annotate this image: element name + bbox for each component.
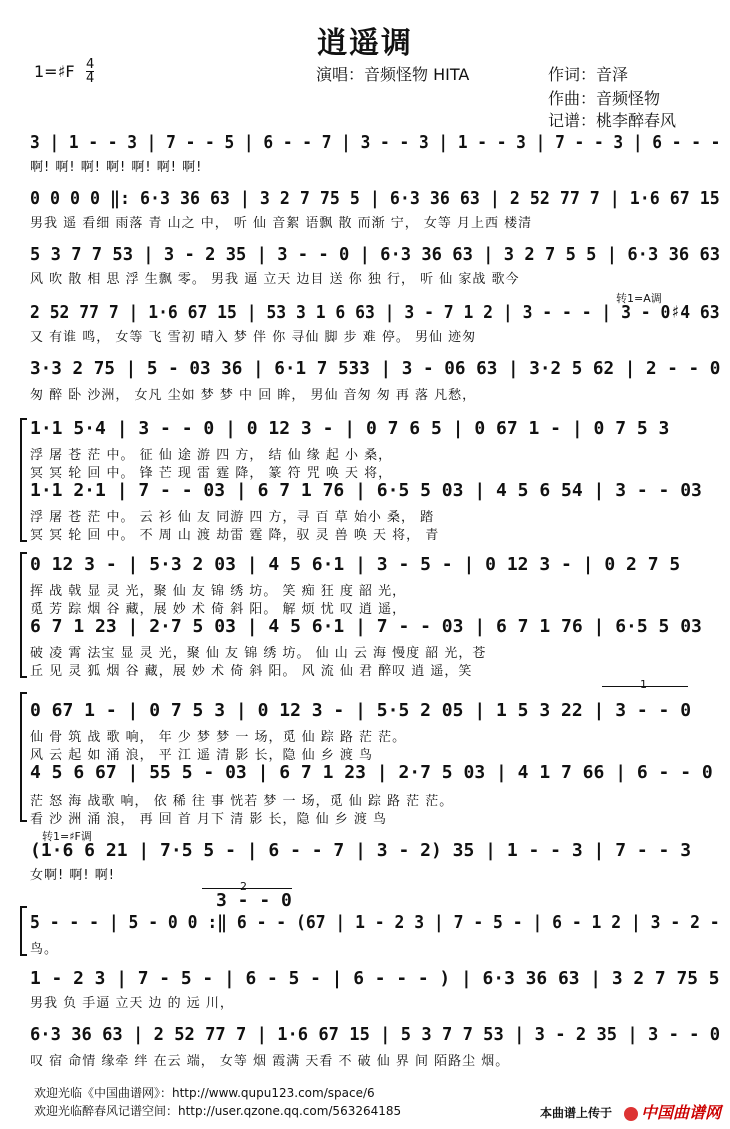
score-line-18: (1·6 6 21 | 7·5 5 - | 6 - - 7 | 3 - 2) 35 | 1 - - 3 | 7 - - 3 <box>30 840 692 861</box>
page-title: 逍遥调 <box>317 26 413 61</box>
volta-2-line <box>202 888 292 889</box>
volta-2-notes: 3 - - 0 <box>216 890 292 911</box>
score-line-8: 1·1 2·1 | 7 - - 03 | 6 7 1 76 | 6·5 5 03 | 4 5 6 54 | 3 - - 03 <box>30 480 702 501</box>
score-line-12: 6 7 1 23 | 2·7 5 03 | 4 5 6·1 | 7 - - 03 | 6 7 1 76 | 6·5 5 03 <box>30 616 702 637</box>
lyric-line-13: 丘 见 灵 狐 烟 谷 藏，展 妙 术 倚 斜 阳。 风 流 仙 君 醉叹 逍 遥，笑 <box>30 664 473 679</box>
score-line-4: 2 52 77 7 | 1·6 67 15 | 53 3 1 6 63 | 3 - 7 1 2 | 3 - - - | 3 - 0♯4 63 <box>30 302 720 323</box>
upload-note: 本曲谱上传于 <box>540 1106 613 1120</box>
time-top: 4 <box>86 57 95 72</box>
score-line-19: 5 - - - | 5 - 0 0 :‖ 6 - - (67 | 1 - 2 3 | 7 - 5 - | 6 - 1 2 | 3 - 2 - <box>30 912 720 933</box>
score-line-3: 5 3 7 7 53 | 3 - 2 35 | 3 - - 0 | 6·3 36 63 | 3 2 7 5 5 | 6·3 36 63 <box>30 244 721 265</box>
score-line-16: 4 5 6 67 | 55 5 - 03 | 6 7 1 23 | 2·7 5 03 | 4 1 7 66 | 6 - - 0 <box>30 762 713 783</box>
score-line-10: 0 12 3 - | 5·3 2 03 | 4 5 6·1 | 3 - 5 - | 0 12 3 - | 0 2 7 5 <box>30 554 681 575</box>
lyric-line-15: 风 云 起 如 涌 浪， 平 江 遥 清 影 长，隐 仙 乡 渡 鸟 <box>30 748 373 763</box>
lyric-line-16: 茫 怒 海 战歌 响， 依 稀 往 事 恍若 梦 一 场，觅 仙 踪 路 茫 茫。 <box>30 794 454 809</box>
composer: 作曲：音频怪物 <box>548 89 661 108</box>
score-line-14: 0 67 1 - | 0 7 5 3 | 0 12 3 - | 5·5 2 05 | 1 5 3 22 | 3 - - 0 <box>30 700 692 721</box>
site-logo[interactable] <box>624 1100 721 1123</box>
lyric-line-7: 冥 冥 轮 回 中。 锋 芒 现 雷 霆 降， 篆 符 咒 唤 天 将， <box>30 466 393 481</box>
lyric-line-6: 浮 屠 苍 茫 中。 征 仙 途 游 四 方， 结 仙 缘 起 小 桑， <box>30 448 393 463</box>
score-line-20: 1 - 2 3 | 7 - 5 - | 6 - 5 - | 6 - - - ) | 6·3 36 63 | 3 2 7 75 5 <box>30 968 720 989</box>
footer-link-qzone[interactable]: 欢迎光临醉春风记谱空间：http://user.qzone.qq.com/563264185 <box>34 1104 402 1118</box>
system-bracket <box>20 418 27 542</box>
lyric-line-3: 风 吹 散 相 思 浮 生飘 零。 男我 逼 立天 边目 送 你 独 行， 听 仙 家战 歌今 <box>30 272 520 287</box>
transcriber: 记谱：桃李醉春风 <box>548 111 677 130</box>
score-line-2: 0 0 0 0 ‖: 6·3 36 63 | 3 2 7 75 5 | 6·3 36 63 | 2 52 77 7 | 1·6 67 15 <box>30 188 720 209</box>
lyric-line-4: 又 有谁 鸣， 女等 飞 雪初 晴入 梦 伴 你 寻仙 脚 步 难 停。 男仙 迹匆 <box>30 330 477 345</box>
modulation-a-label: 转1=A调 <box>616 292 662 305</box>
lyric-line-18: 女啊! 啊! 啊! <box>30 868 115 883</box>
lyric-line-17: 看 沙 洲 涌 浪， 再 回 首 月下 清 影 长，隐 仙 乡 渡 鸟 <box>30 812 387 827</box>
time-signature <box>86 58 94 85</box>
system-bracket <box>20 552 27 678</box>
time-bottom: 4 <box>86 71 95 86</box>
lyric-line-8: 浮 屠 苍 茫 中。 云 衫 仙 友 同游 四 方，寻 百 草 始小 桑， 踏 <box>30 510 435 525</box>
singer: 演唱：音频怪物 HITA <box>316 65 470 84</box>
lyric-line-10: 挥 战 戟 显 灵 光，聚 仙 友 锦 绣 坊。 笑 痴 狂 度 韶 光， <box>30 584 407 599</box>
lyric-line-11: 觅 芳 踪 烟 谷 藏，展 妙 术 倚 斜 阳。 解 烦 忧 叹 逍 遥， <box>30 602 407 617</box>
lyric-line-12: 破 凌 霄 法宝 显 灵 光，聚 仙 友 锦 绣 坊。 仙 山 云 海 慢度 韶 光，苍 <box>30 646 487 661</box>
lyric-line-1: 啊! 啊! 啊! 啊! 啊! 啊! 啊! <box>30 160 203 175</box>
score-line-1: 3 | 1 - - 3 | 7 - - 5 | 6 - - 7 | 3 - - 3 | 1 - - 3 | 7 - - 3 | 6 - - - <box>30 132 721 153</box>
logo-icon <box>624 1107 638 1121</box>
lyric-line-9: 冥 冥 轮 回 中。 不 周 山 渡 劫雷 霆 降，驭 灵 兽 唤 天 将， 青 <box>30 528 440 543</box>
key-signature: 1=♯F <box>34 62 75 81</box>
modulation-f-label: 转1=♯F调 <box>42 830 92 843</box>
volta-1-label: 1 <box>640 678 647 691</box>
lyric-line-5: 匆 醉 卧 沙洲， 女凡 尘如 梦 梦 中 回 眸， 男仙 音匆 匆 再 落 凡愁， <box>30 388 477 403</box>
score-line-21: 6·3 36 63 | 2 52 77 7 | 1·6 67 15 | 5 3 7 7 53 | 3 - 2 35 | 3 - - 0 <box>30 1024 721 1045</box>
lyric-line-19: 鸟。 <box>30 942 59 957</box>
lyric-line-14: 仙 骨 筑 战 歌 响， 年 少 梦 梦 一 场，觅 仙 踪 路 茫 茫。 <box>30 730 407 745</box>
score-line-5: 3·3 2 75 | 5 - 03 36 | 6·1 7 533 | 3 - 06 63 | 3·2 5 62 | 2 - - 0 <box>30 358 721 379</box>
footer-link-qupu[interactable]: 欢迎光临《中国曲谱网》：http://www.qupu123.com/space/6 <box>34 1086 375 1100</box>
logo-text: 中国曲谱网 <box>641 1103 722 1122</box>
lyric-line-21: 叹 宿 命情 缘牵 绊 在云 端， 女等 烟 霞满 天看 不 破 仙 界 间 陌路尘 烟。 <box>30 1054 510 1069</box>
lyricist: 作词：音泽 <box>548 65 629 84</box>
volta-2-label: 2 <box>240 880 247 893</box>
score-line-6: 1·1 5·4 | 3 - - 0 | 0 12 3 - | 0 7 6 5 | 0 67 1 - | 0 7 5 3 <box>30 418 670 439</box>
system-bracket <box>20 906 27 956</box>
lyric-line-2: 男我 遥 看细 雨落 青 山之 中， 听 仙 音絮 语飘 散 而渐 宁， 女等 月上西 楼清 <box>30 216 533 231</box>
lyric-line-20: 男我 负 手逼 立天 边 的 远 川， <box>30 996 234 1011</box>
system-bracket <box>20 692 27 822</box>
